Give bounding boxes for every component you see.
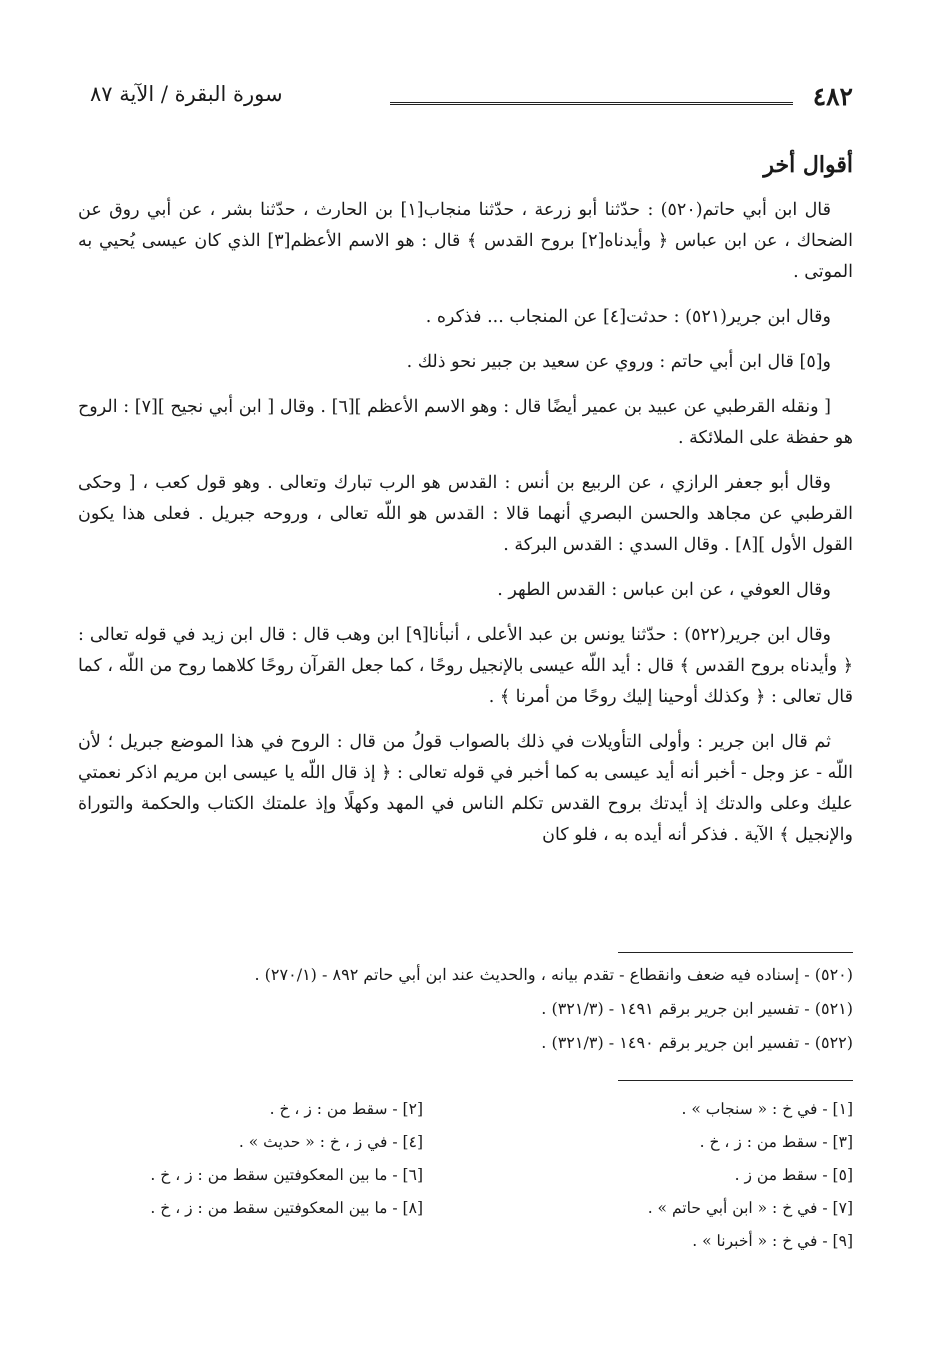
paragraph: [ ونقله القرطبي عن عبيد بن عمير أيضًا قال : وهو الاسم الأعظم ][٦] . وقال [ ابن أبي نجيح ][٧] : الروح هو حفظة على الملائكة .: [78, 397, 853, 448]
footnote: (٥٢٠) - إسناده فيه ضعف وانقطاع - تقدم بيانه ، والحديث عند ابن أبي حاتم ٨٩٢ - (٢٧٠/١) .: [254, 965, 853, 984]
paragraph: وقال أبو جعفر الرازي ، عن الربيع بن أنس : القدس هو الرب تبارك وتعالى . وهو قول كعب ، [ وحكى القرطبي عن مجاهد والحسن البصري أنهما قالا : القدس هو اللّه تعالى ، وروحه جبريل . فعلى هذا يكون القول الأول ][٨] . وقال السدي : القدس البركة .: [78, 473, 853, 555]
paragraph: وقال العوفي ، عن ابن عباس : القدس الطهر .: [497, 580, 831, 600]
footnotes: [78, 958, 853, 1060]
variants-right-column: [473, 1093, 853, 1258]
variants-rule: [618, 1080, 853, 1081]
variants-left-column: [43, 1093, 423, 1225]
footnote: (٥٢٢) - تفسير ابن جرير برقم ١٤٩٠ - (٣٢١/٣) .: [541, 1033, 853, 1052]
paragraph: ثم قال ابن جرير : وأولى التأويلات في ذلك بالصواب قولُ من قال : الروح في هذا الموضع جبريل ؛ لأن اللّه - عز وجل - أخبر أنه أيد عيسى به كما أخبر في قوله تعالى : ﴿ إذ قال اللّه يا عيسى ابن مريم اذكر نعمتي عليك وعلى والدتك إذ أيدتك بروح القدس تكلم الناس في المهد وكهلًا وإذ علمتك الكتاب والحكمة والتوراة والإنجيل ﴾ الآية . فذكر أنه أيده به ، فلو كان: [78, 732, 853, 845]
variant-note: [٩] - في خ : « أخبرنا » .: [692, 1232, 853, 1250]
paragraph: وقال ابن جرير(٥٢١) : حدثت[٤] عن المنجاب ... فذكره .: [425, 307, 831, 327]
variant-note: [٨] - ما بين المعكوفتين سقط من : ز ، خ .: [150, 1199, 423, 1217]
variant-note: [٣] - سقط من : ز ، خ .: [699, 1133, 853, 1151]
paragraph: و[٥] قال ابن أبي حاتم : وروي عن سعيد بن جبير نحو ذلك .: [406, 352, 831, 372]
variant-note: [٥] - سقط من ز .: [734, 1166, 853, 1184]
variant-note: [١] - في خ : « سنجاب » .: [681, 1100, 853, 1118]
variant-note: [٦] - ما بين المعكوفتين سقط من : ز ، خ .: [150, 1166, 423, 1184]
page-number: ٤٨٢: [812, 82, 853, 111]
running-title: سورة البقرة / الآية ٨٧: [90, 82, 283, 106]
footnote-rule: [618, 952, 853, 953]
variant-note: [٤] - في ز ، خ : « حديث » .: [238, 1133, 423, 1151]
paragraph: قال ابن أبي حاتم(٥٢٠) : حدّثنا أبو زرعة ، حدّثنا منجاب[١] بن الحارث ، حدّثنا بشر ، عن أبي روق عن الضحاك ، عن ابن عباس ﴿ وأيدناه[٢] بروح القدس ﴾ قال : هو الاسم الأعظم[٣] الذي كان عيسى يُحيي به الموتى .: [78, 200, 853, 282]
page-header: [90, 80, 853, 120]
variant-note: [٧] - في خ : « ابن أبي حاتم » .: [647, 1199, 853, 1217]
header-rule: [390, 102, 793, 108]
variant-note: [٢] - سقط من : ز ، خ .: [269, 1100, 423, 1118]
main-text: [78, 195, 853, 865]
footnote: (٥٢١) - تفسير ابن جرير برقم ١٤٩١ - (٣٢١/٣) .: [541, 999, 853, 1018]
section-title: أقوال أخر: [763, 152, 853, 178]
paragraph: وقال ابن جرير(٥٢٢) : حدّثنا يونس بن عبد الأعلى ، أنبأنا[٩] ابن وهب قال : قال ابن زيد في قوله تعالى : ﴿ وأيدناه بروح القدس ﴾ قال : أيد اللّه عيسى بالإنجيل روحًا ، كما جعل القرآن روحًا كلاهما روح من اللّه ، كما قال تعالى : ﴿ وكذلك أوحينا إليك روحًا من أمرنا ﴾ .: [78, 625, 853, 707]
